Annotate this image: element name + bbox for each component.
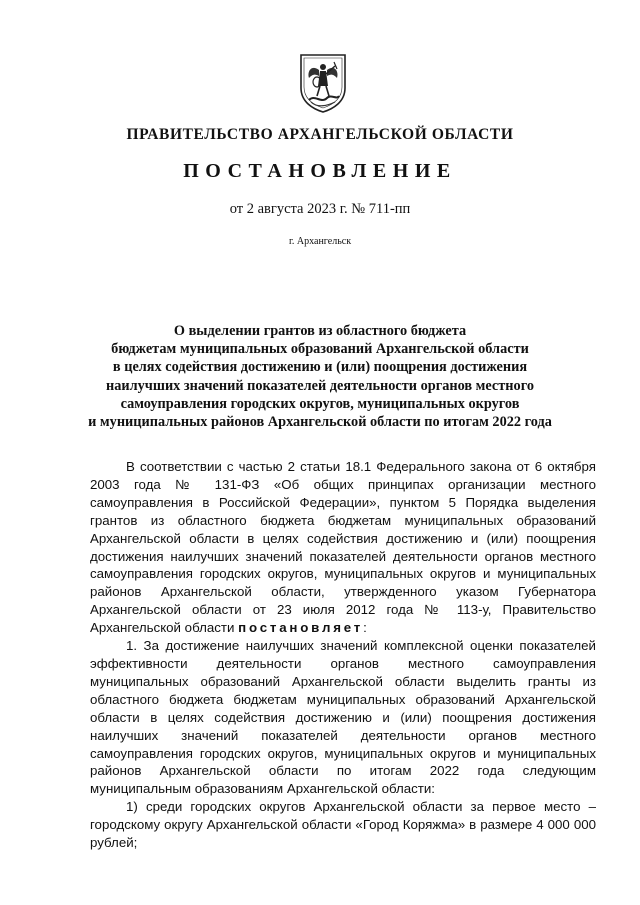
document-title — [60, 322, 580, 431]
subpoint-1-paragraph: 1) среди городских округов Архангельской области за первое место – городскому округу Архангельской области «Город Коряжма» в размере 4 000 000 рублей; — [90, 799, 596, 851]
title-line: наилучших значений показателей деятельности органов местного — [106, 377, 534, 394]
title-line: бюджетам муниципальных образований Архангельской области — [111, 341, 529, 358]
decree-word: постановляет — [238, 620, 364, 636]
preamble-text: В соответствии с частью 2 статьи 18.1 Федерального закона от 6 октября 2003 года № 131-ФЗ «Об общих принципах организации местного самоуправления в Российской Федерации», пунктом 5 Порядка выделения грантов из областного бюджета бюджетам муниципальных образований Архангельской области в целях содействия достижению и (или) поощрения достижения наилучших значений показателей деятельности органов местного самоуправления городских округов, муниципальных округов и муниципальных районов Архангельской области, утвержденного указом Губернатора Архангельской области от 23 июля 2012 года № 113-у, Правительство Архангельской области — [90, 459, 596, 636]
coat-of-arms-icon — [297, 52, 349, 114]
date-and-number: от 2 августа 2023 г. № 711-пп — [229, 201, 411, 217]
title-line: в целях содействия достижению и (или) поощрения достижения — [112, 359, 528, 376]
preamble-paragraph — [90, 458, 596, 637]
title-line: О выделении грантов из областного бюджета — [173, 323, 467, 339]
title-line: самоуправления городских округов, муниципальных округов — [120, 395, 520, 412]
title-line: и муниципальных районов Архангельской области по итогам 2022 года — [88, 414, 552, 431]
decree-colon: : — [363, 620, 367, 636]
point-1-paragraph: 1. За достижение наилучших значений комплексной оценки показателей эффективности деятельности органов местного самоуправления муниципальных образований Архангельской области выделить гранты из областного бюджета бюджетам муниципальных образований Архангельской области в целях содействия достижению и (или) поощрения достижения наилучших значений показателей деятельности органов местного самоуправления городских округов, муниципальных округов и муниципальных районов Архангельской области по итогам 2022 года следующим муниципальным образованиям Архангельской области: — [90, 638, 596, 797]
document-type: ПОСТАНОВЛЕНИЕ — [183, 160, 457, 182]
government-name: ПРАВИТЕЛЬСТВО АРХАНГЕЛЬСКОЙ ОБЛАСТИ — [126, 126, 514, 143]
city: г. Архангельск — [288, 236, 352, 247]
document-body — [90, 458, 596, 852]
